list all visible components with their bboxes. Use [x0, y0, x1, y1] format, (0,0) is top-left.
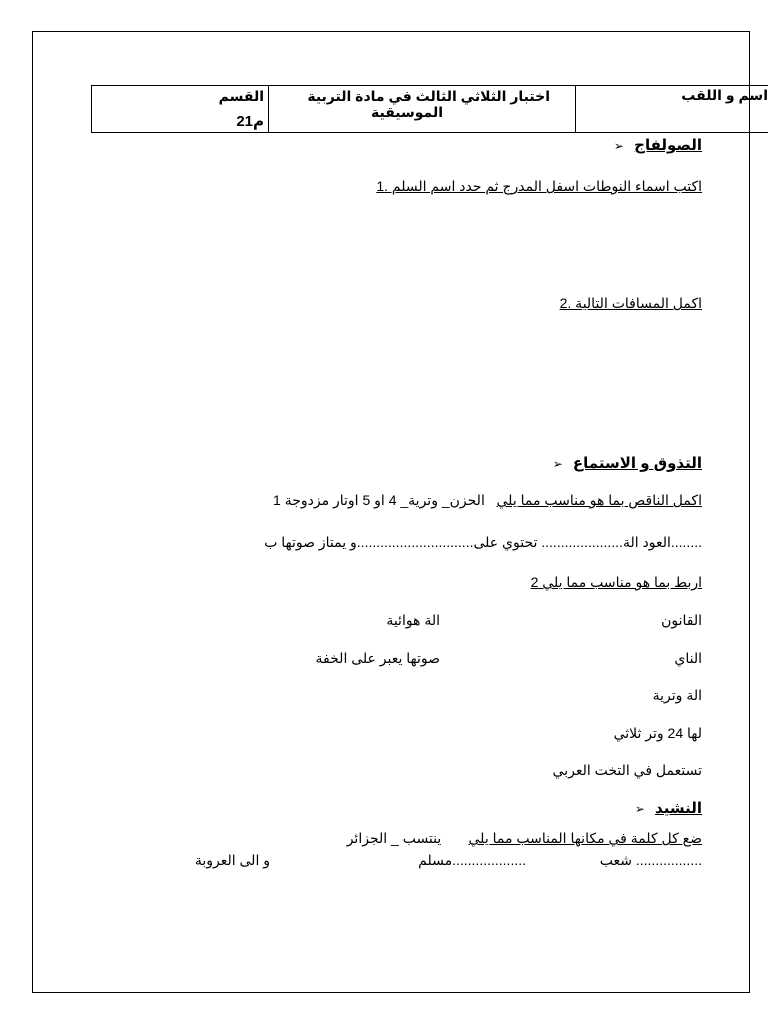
listening-question-1 [273, 492, 702, 509]
anthem-words: ينتسب _ الجزائر [346, 830, 442, 846]
match-left-item-3: الة وترية [652, 687, 702, 703]
match-left-item-5: تستعمل في التخت العربي [552, 762, 702, 778]
listening-q1-fill-line: ........العود الة..................... تحتوي على..............................و يمتاز صوتها ب [264, 534, 702, 550]
class-label: القسم [218, 88, 264, 104]
match-left-item-4: لها 24 وتر ثلاثي [613, 725, 702, 741]
anthem-prompt: ضع كل كلمة في مكانها المناسب مما يلي [468, 830, 702, 846]
page-border [32, 31, 750, 993]
solfege-question-1: اكتب اسماء النوطات اسفل المدرج ثم حدد اسم السلم .1 [376, 178, 702, 194]
anthem-fill-right: ................. شعب [599, 852, 702, 868]
name-label: اسم و اللقب [681, 87, 768, 103]
solfege-heading: الصولفاج [634, 137, 702, 154]
arrow-bullet-icon: ➢ [552, 457, 563, 471]
listening-heading: التذوق و الاستماع [572, 455, 702, 472]
match-left-item-2: الناي [674, 650, 702, 666]
arrow-bullet-icon: ➢ [613, 139, 624, 153]
anthem-question [347, 830, 702, 847]
anthem-heading: النشيد [655, 800, 702, 817]
match-right-item-2: صوتها يعبر على الخفة [315, 650, 440, 666]
listening-question-2: اربط بما هو مناسب مما يلي 2 [530, 574, 702, 590]
match-right-item-1: الة هوائية [386, 612, 440, 628]
exam-title-line2: الموسيقية [371, 104, 443, 120]
arrow-bullet-icon: ➢ [634, 802, 645, 816]
match-left-item-1: القانون [661, 612, 702, 628]
listening-q1-options: الحزن_ وترية_ 4 او 5 اوتار مزدوجة 1 [273, 492, 485, 508]
listening-q1-prompt: اكمل الناقص بما هو مناسب مما يلي [496, 492, 702, 508]
exam-title-line1: اختبار الثلاثي الثالث في مادة التربية [307, 88, 550, 104]
anthem-section [635, 800, 702, 818]
solfege-section [614, 137, 702, 155]
listening-section [553, 455, 702, 473]
anthem-fill-left: و الى العروبة [194, 852, 270, 868]
class-value: م21 [236, 113, 264, 130]
solfege-question-2: اكمل المسافات التالية .2 [559, 295, 702, 311]
anthem-fill-mid: ...................مسلم [418, 852, 526, 868]
